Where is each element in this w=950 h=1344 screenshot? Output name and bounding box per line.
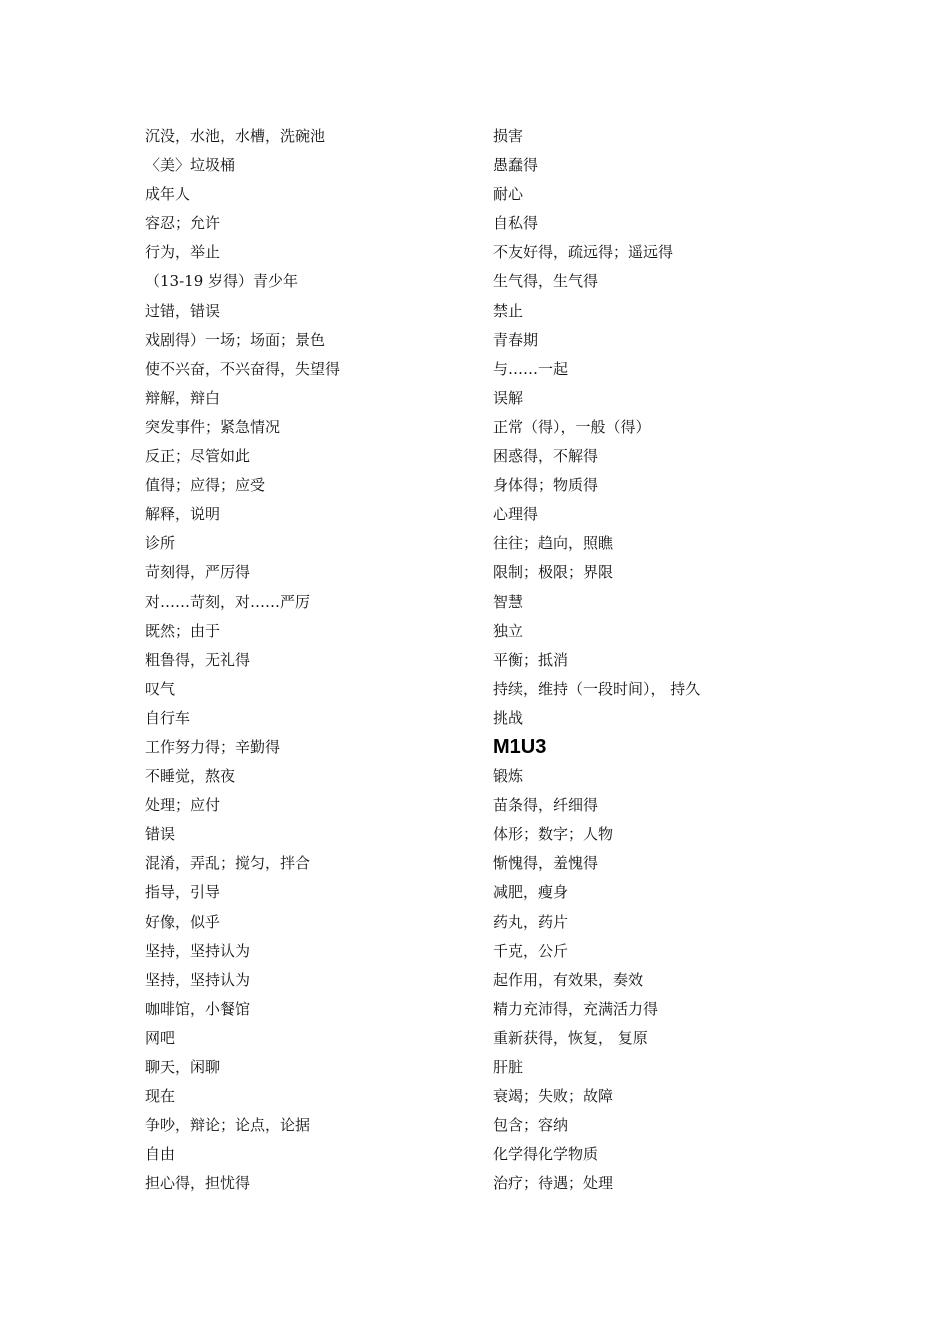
vocabulary-entry: 治疗；待遇；处理 bbox=[493, 1174, 614, 1193]
vocabulary-entry: 心理得 bbox=[493, 505, 539, 524]
vocabulary-entry: 值得；应得；应受 bbox=[145, 476, 266, 495]
vocabulary-entry: 〈美〉垃圾桶 bbox=[145, 156, 236, 175]
vocabulary-entry: 往往；趋向，照瞧 bbox=[493, 534, 614, 553]
vocabulary-entry: 混淆，弄乱；搅匀，拌合 bbox=[145, 854, 311, 873]
vocabulary-entry: 困惑得，不解得 bbox=[493, 447, 599, 466]
vocabulary-entry: 锻炼 bbox=[493, 767, 524, 786]
vocabulary-entry: 起作用，有效果，奏效 bbox=[493, 970, 644, 989]
vocabulary-entry: 禁止 bbox=[493, 301, 524, 320]
vocabulary-entry: 愚蠢得 bbox=[493, 156, 539, 175]
vocabulary-entry: 工作努力得；辛勤得 bbox=[145, 737, 281, 756]
vocabulary-entry: 精力充沛得，充满活力得 bbox=[493, 999, 659, 1018]
left-vocabulary-column bbox=[145, 122, 465, 1198]
vocabulary-entry: 自由 bbox=[145, 1145, 176, 1164]
vocabulary-entry: 自行车 bbox=[145, 708, 191, 727]
vocabulary-entry: 突发事件；紧急情况 bbox=[145, 417, 281, 436]
vocabulary-entry: 辩解，辩白 bbox=[145, 388, 221, 407]
vocabulary-entry: 苛刻得，严厉得 bbox=[145, 563, 251, 582]
vocabulary-entry: 智慧 bbox=[493, 592, 524, 611]
vocabulary-entry: 好像，似乎 bbox=[145, 912, 221, 931]
vocabulary-entry: 咖啡馆，小餐馆 bbox=[145, 999, 251, 1018]
vocabulary-entry: 争吵，辩论；论点，论据 bbox=[145, 1116, 311, 1135]
vocabulary-entry: 持续，维持（一段时间）， 持久 bbox=[493, 679, 701, 698]
vocabulary-entry: 平衡；抵消 bbox=[493, 650, 569, 669]
vocabulary-entry: 青春期 bbox=[493, 330, 539, 349]
vocabulary-entry: 包含；容纳 bbox=[493, 1116, 569, 1135]
vocabulary-entry: 正常（得），一般（得） bbox=[493, 417, 651, 436]
vocabulary-entry: （13-19 岁得）青少年 bbox=[145, 272, 299, 291]
section-heading: M1U3 bbox=[493, 735, 547, 758]
vocabulary-entry: 药丸，药片 bbox=[493, 912, 569, 931]
vocabulary-entry: 惭愧得，羞愧得 bbox=[493, 854, 599, 873]
vocabulary-entry: 错误 bbox=[145, 825, 176, 844]
vocabulary-entry: 肝脏 bbox=[493, 1058, 524, 1076]
vocabulary-entry: 担心得，担忧得 bbox=[145, 1174, 251, 1193]
vocabulary-entry: 不友好得，疏远得；遥远得 bbox=[493, 243, 674, 262]
vocabulary-entry: 限制；极限；界限 bbox=[493, 563, 614, 582]
vocabulary-entry: 化学得化学物质 bbox=[493, 1145, 599, 1164]
vocabulary-entry: 沉没，水池，水槽，洗碗池 bbox=[145, 127, 326, 145]
vocabulary-entry: 与……一起 bbox=[493, 359, 569, 378]
vocabulary-entry: 千克，公斤 bbox=[493, 941, 569, 960]
vocabulary-entry: 耐心 bbox=[493, 185, 524, 204]
vocabulary-entry: 网吧 bbox=[145, 1028, 176, 1047]
vocabulary-entry: 不睡觉，熬夜 bbox=[145, 767, 236, 786]
vocabulary-entry: 聊天，闲聊 bbox=[145, 1058, 221, 1076]
vocabulary-entry: 误解 bbox=[493, 388, 524, 407]
vocabulary-entry: 使不兴奋，不兴奋得，失望得 bbox=[145, 359, 341, 378]
vocabulary-entry: 生气得，生气得 bbox=[493, 272, 599, 291]
vocabulary-entry: 处理；应付 bbox=[145, 796, 221, 815]
vocabulary-entry: 损害 bbox=[493, 127, 524, 145]
vocabulary-entry: 容忍；允许 bbox=[145, 214, 221, 233]
vocabulary-entry: 独立 bbox=[493, 621, 524, 640]
vocabulary-entry: 坚持，坚持认为 bbox=[145, 970, 251, 989]
vocabulary-entry: 反正；尽管如此 bbox=[145, 447, 251, 466]
vocabulary-entry: 指导，引导 bbox=[145, 883, 221, 902]
vocabulary-entry: 体形；数字；人物 bbox=[493, 825, 614, 844]
vocabulary-entry: 成年人 bbox=[145, 185, 191, 204]
vocabulary-entry: 重新获得，恢复， 复原 bbox=[493, 1028, 648, 1047]
vocabulary-entry: 减肥，瘦身 bbox=[493, 883, 569, 902]
vocabulary-entry: 叹气 bbox=[145, 679, 176, 698]
vocabulary-entry: 衰竭；失败；故障 bbox=[493, 1087, 614, 1106]
right-vocabulary-column bbox=[493, 122, 793, 1198]
vocabulary-entry: 过错，错误 bbox=[145, 301, 221, 320]
vocabulary-entry: 身体得；物质得 bbox=[493, 476, 599, 495]
vocabulary-entry: 粗鲁得，无礼得 bbox=[145, 650, 251, 669]
vocabulary-entry: 行为，举止 bbox=[145, 243, 221, 262]
vocabulary-entry: 既然；由于 bbox=[145, 621, 221, 640]
vocabulary-entry: 坚持，坚持认为 bbox=[145, 941, 251, 960]
vocabulary-entry: 戏剧得）一场；场面；景色 bbox=[145, 330, 326, 349]
vocabulary-entry: 对……苛刻，对……严厉 bbox=[145, 592, 311, 611]
vocabulary-entry: 自私得 bbox=[493, 214, 539, 233]
vocabulary-entry: 解释，说明 bbox=[145, 505, 221, 524]
vocabulary-entry: 现在 bbox=[145, 1087, 176, 1106]
vocabulary-entry: 挑战 bbox=[493, 708, 524, 727]
vocabulary-entry: 苗条得，纤细得 bbox=[493, 796, 599, 815]
vocabulary-entry: 诊所 bbox=[145, 534, 176, 553]
